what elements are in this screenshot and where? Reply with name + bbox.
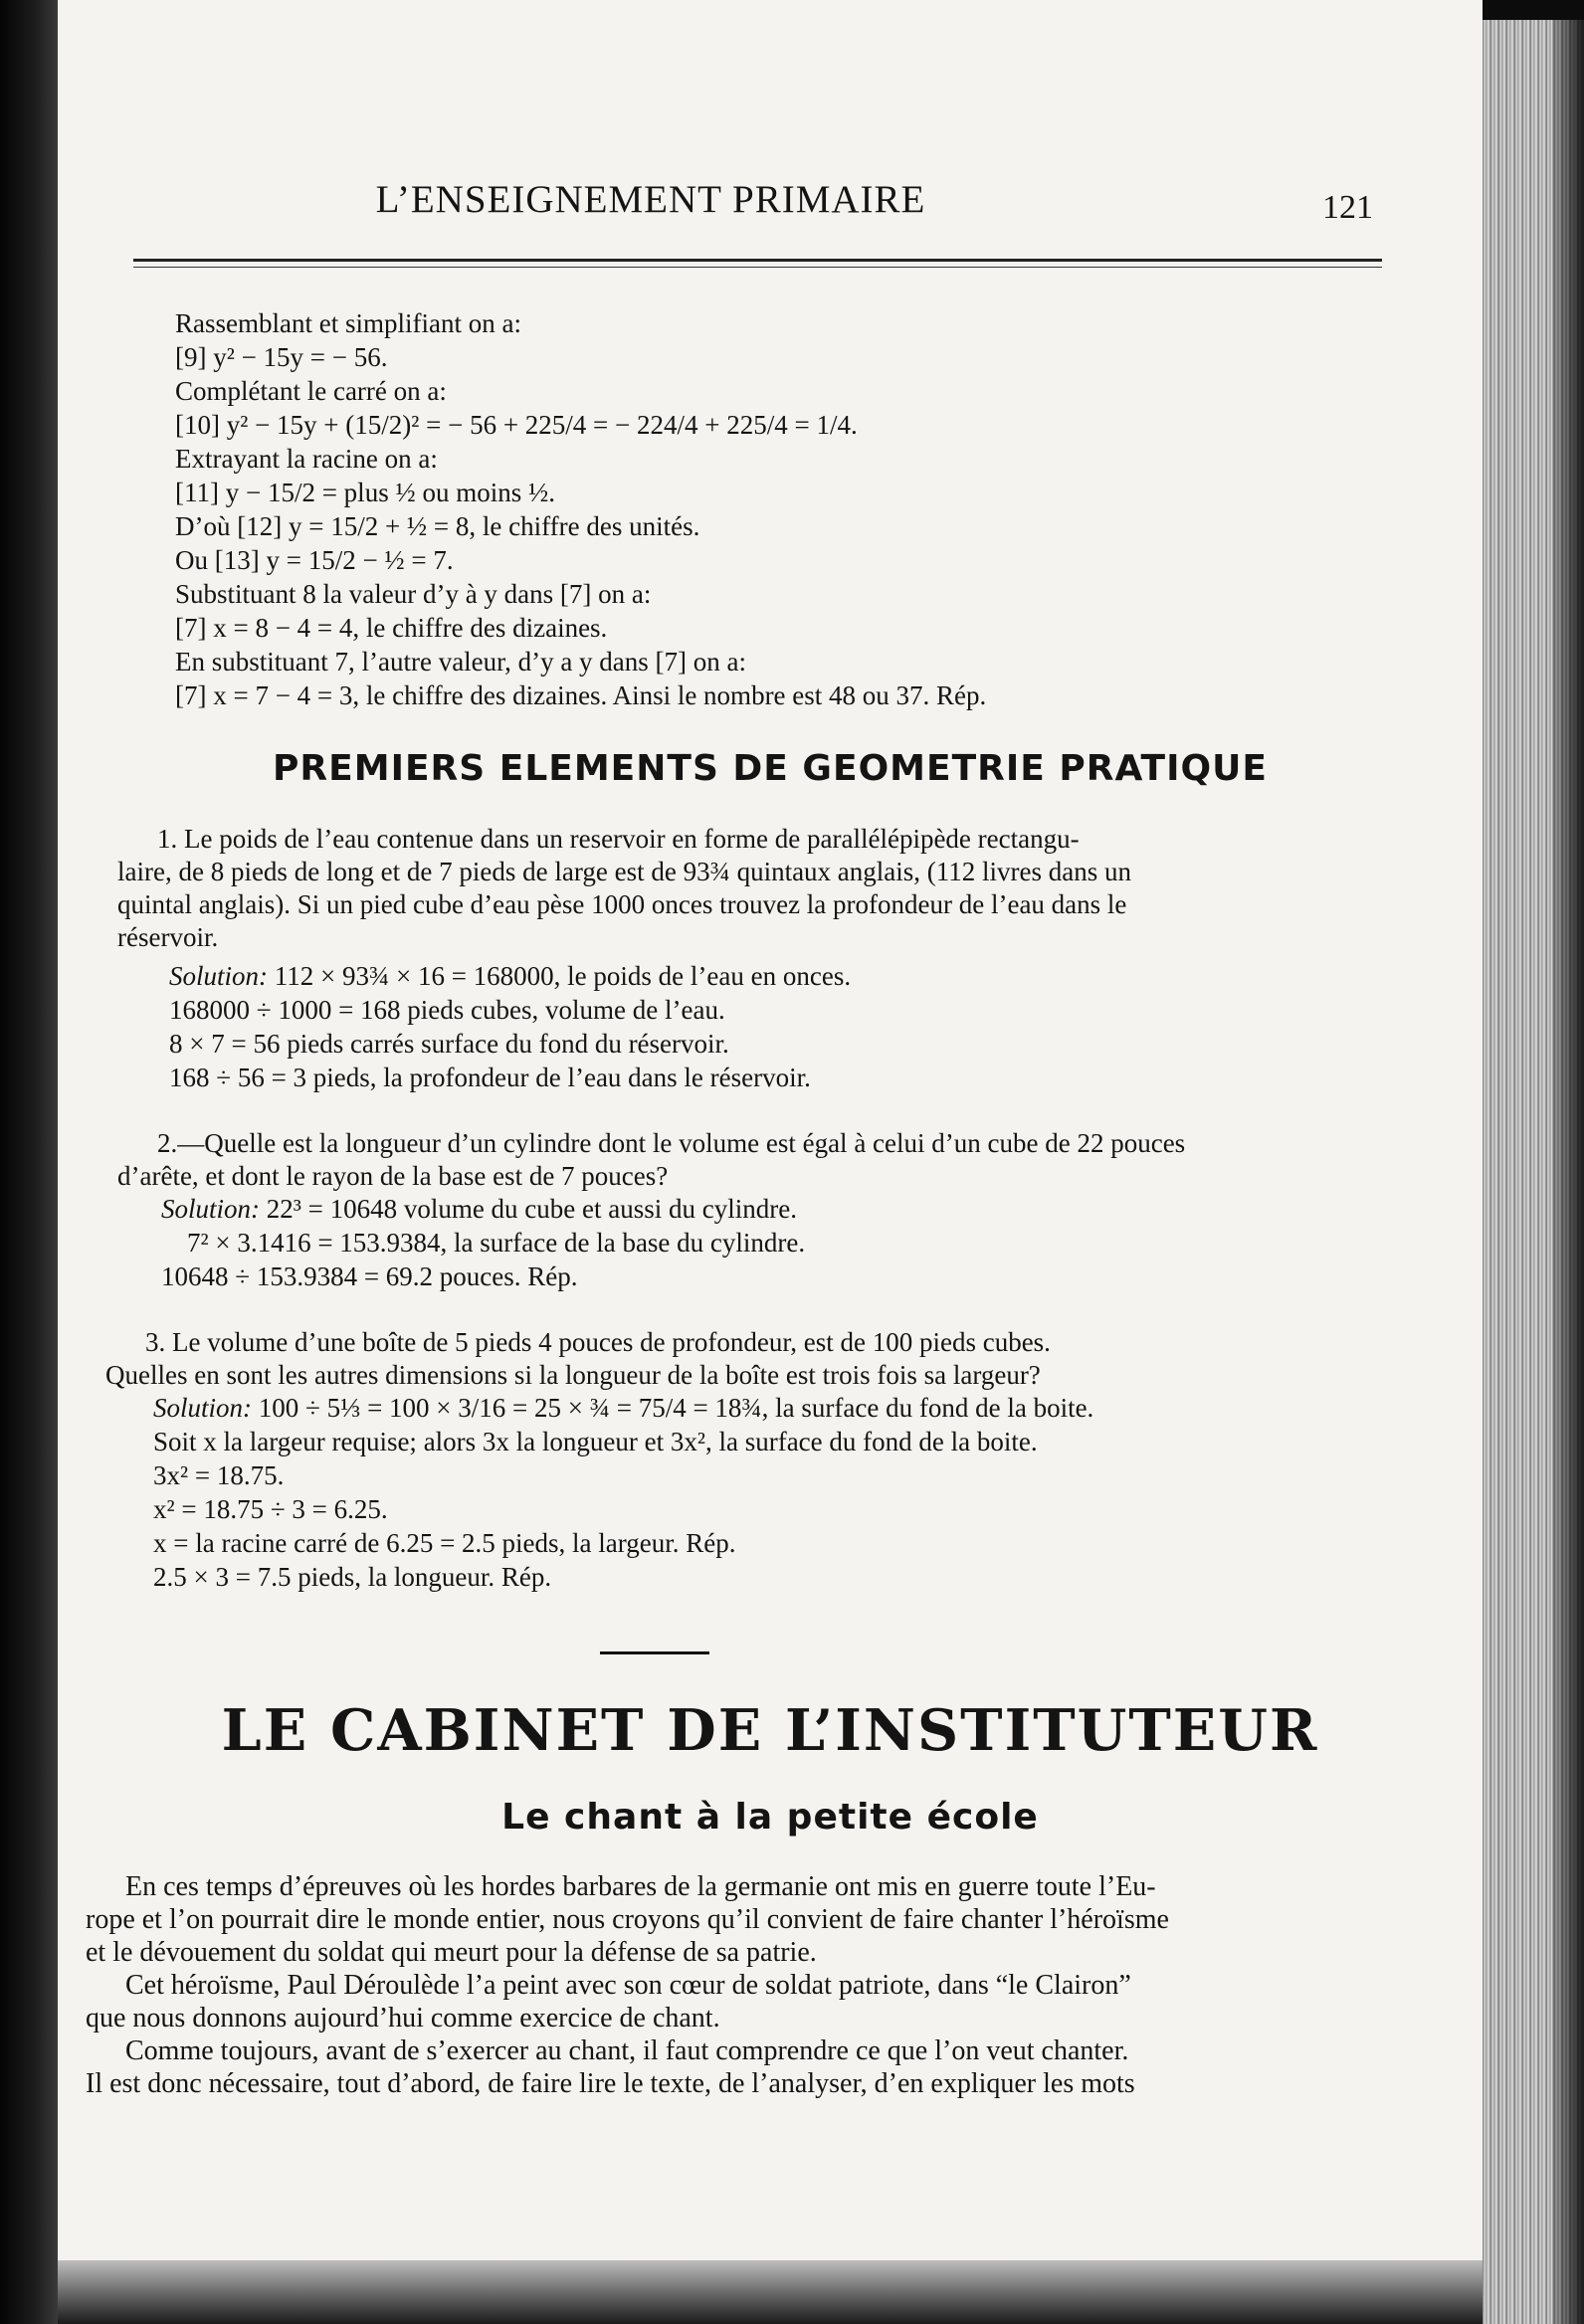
solution-text: 112 × 93¾ × 16 = 168000, le poids de l’eau en onces.	[268, 961, 852, 991]
algebra-solution	[175, 306, 986, 712]
algebra-line: Complétant le carré on a:	[175, 376, 447, 406]
solution-line	[161, 1192, 805, 1226]
paragraph-line: En ces temps d’épreuves où les hordes barbares de la germanie ont mis en guerre toute l’Eu-	[125, 1871, 1156, 1902]
page	[58, 0, 1483, 2260]
solution-line: x = la racine carré de 6.25 = 2.5 pieds, la largeur. Rép.	[153, 1528, 736, 1558]
paragraph-line: et le dévouement du soldat qui meurt pour la défense de sa patrie.	[86, 1937, 817, 1968]
page-bottom-shadow	[58, 2260, 1483, 2324]
solution-label: Solution:	[153, 1393, 252, 1423]
book-binding-edge	[0, 0, 58, 2324]
section-heading-geometry: PREMIERS ELEMENTS DE GEOMETRIE PRATIQUE	[273, 748, 1268, 789]
solution-line: 3x² = 18.75.	[153, 1460, 285, 1490]
header-rule-thin	[133, 267, 1382, 268]
problem-1-solution	[169, 959, 851, 1094]
solution-line: 7² × 3.1416 = 153.9384, la surface de la base du cylindre.	[187, 1228, 806, 1258]
solution-label: Solution:	[161, 1194, 260, 1224]
solution-line	[169, 959, 851, 993]
header-rule	[133, 259, 1382, 262]
paragraph-line: Il est donc nécessaire, tout d’abord, de faire lire le texte, de l’analyser, d’en expliquer les mots	[86, 2068, 1135, 2099]
section-heading-cabinet: LE CABINET DE L’INSTITUTEUR	[221, 1697, 1319, 1764]
problem-line: laire, de 8 pieds de long et de 7 pieds de large est de 93¾ quintaux anglais, (112 livres dans un	[117, 857, 1131, 886]
algebra-line: [7] x = 8 − 4 = 4, le chiffre des dizaines.	[175, 613, 608, 643]
algebra-line: [9] y² − 15y = − 56.	[175, 342, 388, 372]
paragraph-line: que nous donnons aujourd’hui comme exercice de chant.	[86, 2003, 720, 2034]
algebra-line: D’où [12] y = 15/2 + ½ = 8, le chiffre des unités.	[175, 511, 700, 541]
problem-line: quintal anglais). Si un pied cube d’eau pèse 1000 onces trouvez la profondeur de l’eau dans le	[117, 889, 1127, 919]
paragraph-line: Comme toujours, avant de s’exercer au chant, il faut comprendre ce que l’on veut chanter.	[125, 2035, 1129, 2066]
problem-3-solution	[153, 1391, 1093, 1594]
problem-line: 3. Le volume d’une boîte de 5 pieds 4 pouces de profondeur, est de 100 pieds cubes.	[145, 1327, 1051, 1357]
solution-line: 10648 ÷ 153.9384 = 69.2 pouces. Rép.	[161, 1261, 578, 1291]
page-number: 121	[1322, 189, 1373, 226]
problem-line: 2.—Quelle est la longueur d’un cylindre dont le volume est égal à celui d’un cube de 22 pouces	[157, 1128, 1186, 1158]
problem-3-statement	[105, 1325, 1051, 1391]
solution-line: 2.5 × 3 = 7.5 pieds, la longueur. Rép.	[153, 1562, 552, 1592]
problem-2-solution	[161, 1192, 805, 1293]
algebra-line: Ou [13] y = 15/2 − ½ = 7.	[175, 545, 454, 575]
algebra-line: [7] x = 7 − 4 = 3, le chiffre des dizaines. Ainsi le nombre est 48 ou 37. Rép.	[175, 680, 987, 710]
chant-paragraph	[86, 1870, 1169, 2100]
solution-label: Solution:	[169, 961, 268, 991]
problem-line: 1. Le poids de l’eau contenue dans un reservoir en forme de parallélépipède rectangu-	[157, 824, 1080, 854]
paragraph-line: Cet héroïsme, Paul Déroulède l’a peint avec son cœur de soldat patriote, dans “le Clairon”	[125, 1970, 1131, 2001]
algebra-line: [10] y² − 15y + (15/2)² = − 56 + 225/4 = − 224/4 + 225/4 = 1/4.	[175, 410, 858, 440]
solution-text: 22³ = 10648 volume du cube et aussi du cylindre.	[260, 1194, 797, 1224]
solution-line: Soit x la largeur requise; alors 3x la longueur et 3x², la surface du fond de la boite.	[153, 1427, 1038, 1456]
algebra-line: Substituant 8 la valeur d’y à y dans [7] on a:	[175, 579, 652, 609]
page-stack-shadow	[1552, 20, 1584, 2324]
solution-text: 100 ÷ 5⅓ = 100 × 3/16 = 25 × ¾ = 75/4 = 18¾, la surface du fond de la boite.	[252, 1393, 1094, 1423]
algebra-line: Extrayant la racine on a:	[175, 444, 438, 474]
section-divider	[600, 1651, 709, 1654]
solution-line: 168 ÷ 56 = 3 pieds, la profondeur de l’eau dans le réservoir.	[169, 1063, 811, 1092]
algebra-line: En substituant 7, l’autre valeur, d’y a y dans [7] on a:	[175, 647, 747, 677]
problem-line: d’arête, et dont le rayon de la base est de 7 pouces?	[117, 1161, 669, 1191]
problem-2-statement	[117, 1126, 1185, 1192]
solution-line: x² = 18.75 ÷ 3 = 6.25.	[153, 1494, 388, 1524]
running-header-title: L’ENSEIGNEMENT PRIMAIRE	[375, 178, 926, 221]
solution-line: 8 × 7 = 56 pieds carrés surface du fond du réservoir.	[169, 1029, 729, 1059]
algebra-line: [11] y − 15/2 = plus ½ ou moins ½.	[175, 478, 555, 507]
algebra-line: Rassemblant et simplifiant on a:	[175, 308, 521, 338]
subsection-heading-chant: Le chant à la petite école	[501, 1797, 1039, 1838]
problem-line: Quelles en sont les autres dimensions si la longueur de la boîte est trois fois sa largeur?	[105, 1360, 1041, 1390]
problem-1-statement	[117, 822, 1131, 953]
solution-line	[153, 1391, 1093, 1425]
paragraph-line: rope et l’on pourrait dire le monde entier, nous croyons qu’il convient de faire chanter l’héroïsme	[86, 1904, 1169, 1935]
solution-line: 168000 ÷ 1000 = 168 pieds cubes, volume de l’eau.	[169, 995, 725, 1025]
problem-line: réservoir.	[117, 922, 219, 952]
